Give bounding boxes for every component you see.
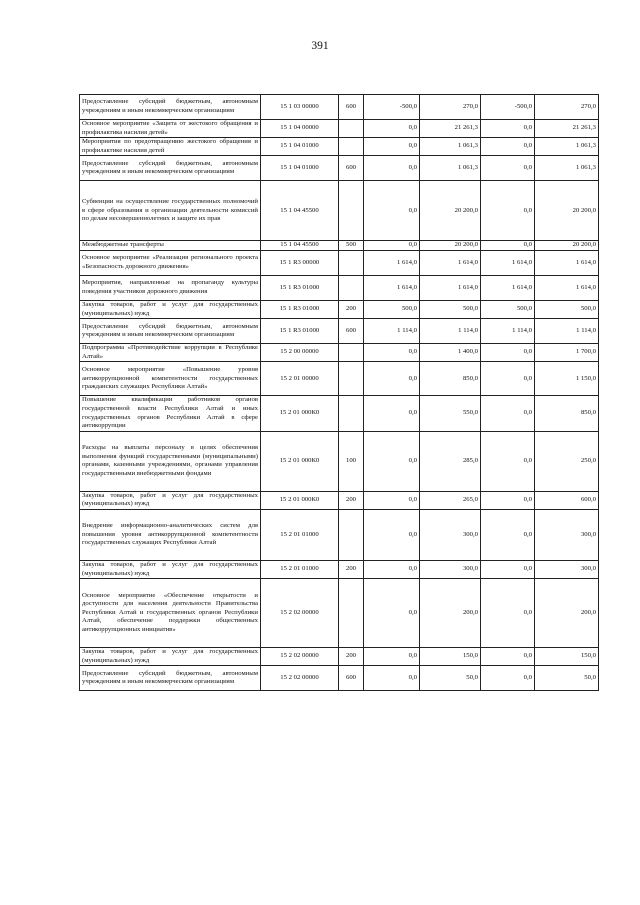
row-value-3: 1 614,0: [481, 275, 535, 300]
table-row: [80, 275, 599, 300]
row-value-2: 1 400,0: [420, 344, 481, 362]
row-value-2: 300,0: [420, 560, 481, 578]
row-name: Закупка товаров, работ и услуг для государственных (муниципальных) нужд: [80, 491, 261, 509]
row-value-3: 0,0: [481, 344, 535, 362]
row-value-1: 1 614,0: [364, 250, 420, 275]
row-name: Закупка товаров, работ и услуг для государственных (муниципальных) нужд: [80, 560, 261, 578]
table-row: [80, 319, 599, 344]
row-target-code: 15 1 04 01000: [261, 156, 339, 181]
row-value-3: 500,0: [481, 300, 535, 318]
row-value-3: -500,0: [481, 95, 535, 120]
row-target-code: 15 2 02 00000: [261, 666, 339, 691]
row-value-4: 600,0: [535, 491, 599, 509]
row-value-3: 0,0: [481, 560, 535, 578]
row-name: Основное мероприятие «Обеспечение открытости и доступности для населения деятельности Правительства Республики Алтай и государственных органов Республики Алтай, обеспечение поддержки общественных антикоррупционных инициатив»: [80, 579, 261, 648]
row-value-4: 1 700,0: [535, 344, 599, 362]
row-value-4: 250,0: [535, 431, 599, 491]
row-value-1: 0,0: [364, 560, 420, 578]
row-expense-type: 600: [339, 666, 364, 691]
row-target-code: 15 1 03 00000: [261, 95, 339, 120]
table-row: [80, 156, 599, 181]
row-value-4: 1 061,3: [535, 156, 599, 181]
row-value-3: 0,0: [481, 138, 535, 156]
row-value-2: 850,0: [420, 362, 481, 396]
row-value-4: 21 261,3: [535, 120, 599, 138]
row-expense-type: [339, 344, 364, 362]
row-value-1: 0,0: [364, 120, 420, 138]
row-target-code: 15 2 02 00000: [261, 579, 339, 648]
row-name: Предоставление субсидий бюджетным, автономным учреждениям и иным некоммерческим организациям: [80, 319, 261, 344]
row-target-code: 15 2 01 00000: [261, 362, 339, 396]
row-expense-type: 500: [339, 241, 364, 251]
row-value-2: 20 200,0: [420, 241, 481, 251]
row-value-1: 0,0: [364, 156, 420, 181]
row-target-code: 15 2 00 00000: [261, 344, 339, 362]
row-expense-type: 100: [339, 431, 364, 491]
row-name: Основное мероприятие «Повышение уровня антикоррупционной компетентности государственных гражданских служащих Республики Алтай»: [80, 362, 261, 396]
row-expense-type: [339, 120, 364, 138]
row-value-4: 1 614,0: [535, 250, 599, 275]
row-value-1: 0,0: [364, 396, 420, 431]
row-name: Внедрение информационно-аналитических систем для повышения уровня антикоррупционной компетентности государственных служащих Республики Алтай: [80, 509, 261, 560]
table-row: [80, 138, 599, 156]
row-value-1: 0,0: [364, 181, 420, 241]
row-value-4: 300,0: [535, 560, 599, 578]
row-target-code: 15 2 01 01000: [261, 509, 339, 560]
table-row: [80, 250, 599, 275]
row-value-3: 0,0: [481, 431, 535, 491]
table-row: [80, 666, 599, 691]
row-value-2: 20 200,0: [420, 181, 481, 241]
row-value-2: 1 614,0: [420, 275, 481, 300]
row-value-1: 0,0: [364, 579, 420, 648]
row-value-3: 0,0: [481, 120, 535, 138]
row-name: Закупка товаров, работ и услуг для государственных (муниципальных) нужд: [80, 300, 261, 318]
row-value-4: 270,0: [535, 95, 599, 120]
row-name: Расходы на выплаты персоналу в целях обеспечения выполнения функций государственными (муниципальными) органами, казенными учреждениями, органами управления государственными внебюджетными фондами: [80, 431, 261, 491]
table-row: [80, 396, 599, 431]
row-name: Повышение квалификации работников органов государственной власти Республики Алтай и иных государственных органов Республики Алтай в сфере антикоррупции: [80, 396, 261, 431]
row-value-2: 550,0: [420, 396, 481, 431]
row-expense-type: 200: [339, 648, 364, 666]
row-value-3: 0,0: [481, 509, 535, 560]
row-target-code: 15 1 04 45500: [261, 181, 339, 241]
row-value-4: 1 150,0: [535, 362, 599, 396]
row-value-2: 1 061,3: [420, 156, 481, 181]
row-value-4: 1 114,0: [535, 319, 599, 344]
row-value-2: 1 061,3: [420, 138, 481, 156]
row-value-4: 20 200,0: [535, 181, 599, 241]
table-row: [80, 300, 599, 318]
row-expense-type: [339, 362, 364, 396]
row-expense-type: [339, 181, 364, 241]
row-target-code: 15 2 01 01000: [261, 560, 339, 578]
row-value-2: 300,0: [420, 509, 481, 560]
table-row: [80, 560, 599, 578]
row-value-1: 0,0: [364, 241, 420, 251]
row-value-4: 1 614,0: [535, 275, 599, 300]
row-value-3: 0,0: [481, 362, 535, 396]
row-name: Мероприятия, направленные на пропаганду культуры поведения участников дорожного движения: [80, 275, 261, 300]
row-expense-type: 600: [339, 156, 364, 181]
row-expense-type: 600: [339, 95, 364, 120]
row-expense-type: [339, 275, 364, 300]
row-expense-type: [339, 250, 364, 275]
table-row: [80, 181, 599, 241]
row-name: Межбюджетные трансферты: [80, 241, 261, 251]
row-value-1: 0,0: [364, 138, 420, 156]
row-value-4: 500,0: [535, 300, 599, 318]
row-name: Закупка товаров, работ и услуг для государственных (муниципальных) нужд: [80, 648, 261, 666]
row-target-code: 15 2 01 000К0: [261, 396, 339, 431]
table-row: [80, 120, 599, 138]
row-value-3: 0,0: [481, 579, 535, 648]
row-value-4: 150,0: [535, 648, 599, 666]
row-name: Основное мероприятие «Реализация регионального проекта «Безопасность дорожного движения»: [80, 250, 261, 275]
row-name: Подпрограмма «Противодействие коррупции в Республике Алтай»: [80, 344, 261, 362]
row-value-2: 150,0: [420, 648, 481, 666]
row-value-1: 1 114,0: [364, 319, 420, 344]
row-target-code: 15 1 R3 01000: [261, 275, 339, 300]
row-target-code: 15 1 04 00000: [261, 120, 339, 138]
row-value-2: 50,0: [420, 666, 481, 691]
row-target-code: 15 1 R3 00000: [261, 250, 339, 275]
row-value-4: 50,0: [535, 666, 599, 691]
row-target-code: 15 2 01 000К0: [261, 431, 339, 491]
row-name: Субвенции на осуществление государственных полномочий в сфере образования и организации деятельности комиссий по делам несовершеннолетних и защите их прав: [80, 181, 261, 241]
row-target-code: 15 1 04 01000: [261, 138, 339, 156]
row-value-3: 0,0: [481, 241, 535, 251]
table-row: [80, 344, 599, 362]
row-expense-type: 200: [339, 300, 364, 318]
row-expense-type: [339, 138, 364, 156]
row-value-4: 200,0: [535, 579, 599, 648]
table-row: [80, 95, 599, 120]
row-value-4: 850,0: [535, 396, 599, 431]
row-value-1: 0,0: [364, 648, 420, 666]
row-expense-type: 600: [339, 319, 364, 344]
table-row: [80, 362, 599, 396]
row-value-1: 0,0: [364, 362, 420, 396]
row-value-3: 0,0: [481, 181, 535, 241]
table-row: [80, 241, 599, 251]
table-row: [80, 509, 599, 560]
row-expense-type: [339, 579, 364, 648]
row-value-2: 1 614,0: [420, 250, 481, 275]
row-name: Основное мероприятие «Защита от жестокого обращения и профилактика насилия детей»: [80, 120, 261, 138]
page-number: 391: [311, 40, 329, 52]
row-value-3: 0,0: [481, 156, 535, 181]
row-name: Предоставление субсидий бюджетным, автономным учреждениям и иным некоммерческим организациям: [80, 666, 261, 691]
row-value-2: 265,0: [420, 491, 481, 509]
row-value-3: 1 614,0: [481, 250, 535, 275]
row-value-3: 0,0: [481, 396, 535, 431]
row-value-4: 1 061,3: [535, 138, 599, 156]
row-value-4: 20 200,0: [535, 241, 599, 251]
table-body: [80, 95, 599, 691]
table-row: [80, 579, 599, 648]
table-row: [80, 491, 599, 509]
row-value-2: 285,0: [420, 431, 481, 491]
row-expense-type: [339, 396, 364, 431]
row-value-2: 1 114,0: [420, 319, 481, 344]
row-value-1: 0,0: [364, 344, 420, 362]
row-value-1: 0,0: [364, 509, 420, 560]
row-value-1: -500,0: [364, 95, 420, 120]
row-value-1: 0,0: [364, 431, 420, 491]
row-value-1: 0,0: [364, 666, 420, 691]
table-row: [80, 648, 599, 666]
row-expense-type: [339, 509, 364, 560]
row-value-2: 21 261,3: [420, 120, 481, 138]
row-target-code: 15 2 01 000К0: [261, 491, 339, 509]
row-value-3: 0,0: [481, 666, 535, 691]
table-row: [80, 431, 599, 491]
row-value-4: 300,0: [535, 509, 599, 560]
row-name: Предоставление субсидий бюджетным, автономным учреждениям и иным некоммерческим организациям: [80, 156, 261, 181]
row-value-3: 0,0: [481, 491, 535, 509]
row-value-2: 500,0: [420, 300, 481, 318]
row-target-code: 15 1 R3 01000: [261, 300, 339, 318]
row-expense-type: 200: [339, 560, 364, 578]
budget-table: [79, 94, 599, 691]
row-value-3: 1 114,0: [481, 319, 535, 344]
row-name: Мероприятия по предотвращению жестокого обращения и профилактике насилия детей: [80, 138, 261, 156]
row-value-1: 1 614,0: [364, 275, 420, 300]
row-target-code: 15 1 R3 01000: [261, 319, 339, 344]
row-value-2: 200,0: [420, 579, 481, 648]
row-name: Предоставление субсидий бюджетным, автономным учреждениям и иным некоммерческим организациям: [80, 95, 261, 120]
row-value-1: 0,0: [364, 491, 420, 509]
row-value-3: 0,0: [481, 648, 535, 666]
row-target-code: 15 1 04 45500: [261, 241, 339, 251]
row-target-code: 15 2 02 00000: [261, 648, 339, 666]
row-value-2: 270,0: [420, 95, 481, 120]
row-expense-type: 200: [339, 491, 364, 509]
row-value-1: 500,0: [364, 300, 420, 318]
